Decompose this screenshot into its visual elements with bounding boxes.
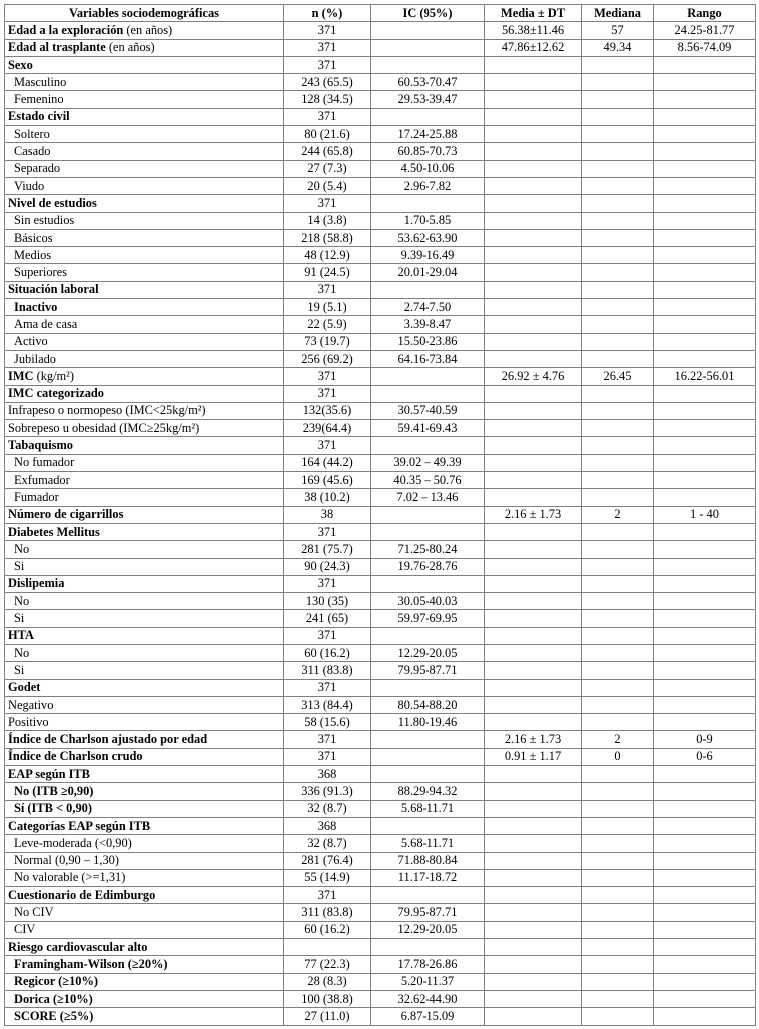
- row-ic: 5.68-11.71: [371, 835, 485, 852]
- header-ic: IC (95%): [371, 5, 485, 22]
- row-n: 32 (8.7): [284, 800, 371, 817]
- table-row: [5, 229, 756, 246]
- header-mediana: Mediana: [582, 5, 654, 22]
- row-ic: [371, 748, 485, 765]
- row-ic: 1.70-5.85: [371, 212, 485, 229]
- row-label: Riesgo cardiovascular alto: [5, 939, 284, 956]
- row-n: 239(64.4): [284, 420, 371, 437]
- row-n: 371: [284, 575, 371, 592]
- table-row: [5, 108, 756, 125]
- row-label: Cuestionario de Edimburgo: [5, 887, 284, 904]
- row-n: 371: [284, 22, 371, 39]
- row-n: 313 (84.4): [284, 696, 371, 713]
- row-label: Dorica (≥10%): [5, 990, 284, 1007]
- row-ic: 9.39-16.49: [371, 247, 485, 264]
- row-label: Básicos: [5, 229, 284, 246]
- row-label: Soltero: [5, 126, 284, 143]
- table-row: [5, 575, 756, 592]
- table-row: [5, 472, 756, 489]
- table-row: [5, 264, 756, 281]
- row-label: No valorable (>=1,31): [5, 869, 284, 886]
- row-ic: 20.01-29.04: [371, 264, 485, 281]
- row-n: 371: [284, 887, 371, 904]
- row-n: 80 (21.6): [284, 126, 371, 143]
- row-ic: 59.41-69.43: [371, 420, 485, 437]
- row-label: Jubilado: [5, 350, 284, 367]
- table-row: [5, 610, 756, 627]
- table-row: [5, 939, 756, 956]
- row-mediana: 49.34: [582, 39, 654, 56]
- row-ic: 7.02 – 13.46: [371, 489, 485, 506]
- row-ic: [371, 939, 485, 956]
- row-ic: 71.88-80.84: [371, 852, 485, 869]
- row-label: Sí (ITB < 0,90): [5, 800, 284, 817]
- row-ic: 60.53-70.47: [371, 74, 485, 91]
- row-n: 20 (5.4): [284, 177, 371, 194]
- table-row: [5, 22, 756, 39]
- row-ic: 2.96-7.82: [371, 177, 485, 194]
- table-row: [5, 990, 756, 1007]
- row-label: Si: [5, 558, 284, 575]
- table-row: [5, 973, 756, 990]
- row-n: 371: [284, 39, 371, 56]
- row-n: 371: [284, 56, 371, 73]
- row-ic: [371, 385, 485, 402]
- row-ic: 11.80-19.46: [371, 714, 485, 731]
- table-row: [5, 420, 756, 437]
- table-row: [5, 523, 756, 540]
- row-ic: 71.25-80.24: [371, 541, 485, 558]
- row-label: Masculino: [5, 74, 284, 91]
- row-ic: [371, 368, 485, 385]
- row-ic: [371, 281, 485, 298]
- row-n: 130 (35): [284, 593, 371, 610]
- row-label: Casado: [5, 143, 284, 160]
- row-ic: [371, 22, 485, 39]
- row-n: 27 (7.3): [284, 160, 371, 177]
- header-row: [5, 5, 756, 22]
- table-row: [5, 143, 756, 160]
- row-label: Categorías EAP según ITB: [5, 817, 284, 834]
- row-label: Femenino: [5, 91, 284, 108]
- table-row: [5, 783, 756, 800]
- row-n: 371: [284, 368, 371, 385]
- table-row: [5, 489, 756, 506]
- row-ic: [371, 766, 485, 783]
- table-row: [5, 91, 756, 108]
- row-ic: 59.97-69.95: [371, 610, 485, 627]
- row-n: 169 (45.6): [284, 472, 371, 489]
- table-row: [5, 299, 756, 316]
- row-n: 371: [284, 627, 371, 644]
- row-label: Sexo: [5, 56, 284, 73]
- row-ic: 3.39-8.47: [371, 316, 485, 333]
- row-label: Positivo: [5, 714, 284, 731]
- table-row: [5, 316, 756, 333]
- row-ic: 2.74-7.50: [371, 299, 485, 316]
- table-row: [5, 887, 756, 904]
- row-label: Fumador: [5, 489, 284, 506]
- row-label: Situación laboral: [5, 281, 284, 298]
- row-label: Si: [5, 662, 284, 679]
- row-label: Inactivo: [5, 299, 284, 316]
- row-ic: 80.54-88.20: [371, 696, 485, 713]
- row-n: 28 (8.3): [284, 973, 371, 990]
- table-row: [5, 956, 756, 973]
- row-ic: 17.78-26.86: [371, 956, 485, 973]
- row-n: 281 (76.4): [284, 852, 371, 869]
- table-row: [5, 212, 756, 229]
- row-n: 90 (24.3): [284, 558, 371, 575]
- table-row: [5, 368, 756, 385]
- table-row: [5, 766, 756, 783]
- table-row: [5, 800, 756, 817]
- row-rango: 0-6: [654, 748, 756, 765]
- row-n: 336 (91.3): [284, 783, 371, 800]
- row-label: Exfumador: [5, 472, 284, 489]
- table-row: [5, 696, 756, 713]
- row-ic: [371, 523, 485, 540]
- row-label: Normal (0,90 – 1,30): [5, 852, 284, 869]
- row-n: 55 (14.9): [284, 869, 371, 886]
- row-n: 371: [284, 281, 371, 298]
- table-row: [5, 541, 756, 558]
- row-n: 241 (65): [284, 610, 371, 627]
- row-media: 0.91 ± 1.17: [485, 748, 582, 765]
- table-row: [5, 39, 756, 56]
- row-n: 368: [284, 817, 371, 834]
- row-n: 58 (15.6): [284, 714, 371, 731]
- row-mediana: 26.45: [582, 368, 654, 385]
- row-ic: 6.87-15.09: [371, 1008, 485, 1025]
- row-ic: 32.62-44.90: [371, 990, 485, 1007]
- row-n: 128 (34.5): [284, 91, 371, 108]
- table-row: [5, 385, 756, 402]
- table-row: [5, 126, 756, 143]
- table-row: [5, 454, 756, 471]
- row-n: 371: [284, 108, 371, 125]
- row-ic: 64.16-73.84: [371, 350, 485, 367]
- row-mediana: 2: [582, 506, 654, 523]
- row-label: Leve-moderada (<0,90): [5, 835, 284, 852]
- row-ic: [371, 627, 485, 644]
- row-ic: [371, 679, 485, 696]
- row-mediana: 0: [582, 748, 654, 765]
- row-ic: [371, 108, 485, 125]
- row-label: Edad al trasplante (en años): [5, 39, 284, 56]
- row-n: 243 (65.5): [284, 74, 371, 91]
- table-row: [5, 679, 756, 696]
- table-row: [5, 593, 756, 610]
- row-ic: 5.20-11.37: [371, 973, 485, 990]
- table-row: [5, 333, 756, 350]
- table-row: [5, 74, 756, 91]
- row-rango: 24.25-81.77: [654, 22, 756, 39]
- row-label: Infrapeso o normopeso (IMC<25kg/m²): [5, 402, 284, 419]
- row-n: 38: [284, 506, 371, 523]
- row-label: Número de cigarrillos: [5, 506, 284, 523]
- row-ic: [371, 39, 485, 56]
- row-label: Medios: [5, 247, 284, 264]
- table-row: [5, 402, 756, 419]
- row-label: IMC categorizado: [5, 385, 284, 402]
- row-n: 371: [284, 437, 371, 454]
- row-label: Separado: [5, 160, 284, 177]
- row-ic: [371, 817, 485, 834]
- row-ic: 5.68-11.71: [371, 800, 485, 817]
- row-label: Diabetes Mellitus: [5, 523, 284, 540]
- row-label: Framingham-Wilson (≥20%): [5, 956, 284, 973]
- row-ic: 12.29-20.05: [371, 921, 485, 938]
- row-n: 38 (10.2): [284, 489, 371, 506]
- row-n: 371: [284, 195, 371, 212]
- table-row: [5, 56, 756, 73]
- row-n: 27 (11.0): [284, 1008, 371, 1025]
- row-label: Regicor (≥10%): [5, 973, 284, 990]
- row-media: 2.16 ± 1.73: [485, 731, 582, 748]
- row-ic: [371, 575, 485, 592]
- row-n: 371: [284, 679, 371, 696]
- row-ic: 88.29-94.32: [371, 783, 485, 800]
- row-ic: 79.95-87.71: [371, 904, 485, 921]
- row-label: No fumador: [5, 454, 284, 471]
- row-ic: [371, 56, 485, 73]
- table-row: [5, 835, 756, 852]
- row-n: 311 (83.8): [284, 662, 371, 679]
- table-row: [5, 350, 756, 367]
- row-n: 368: [284, 766, 371, 783]
- table-row: [5, 921, 756, 938]
- row-label: EAP según ITB: [5, 766, 284, 783]
- row-label: Estado civil: [5, 108, 284, 125]
- table-row: [5, 714, 756, 731]
- row-media: 56.38±11.46: [485, 22, 582, 39]
- row-ic: 60.85-70.73: [371, 143, 485, 160]
- row-label: Viudo: [5, 177, 284, 194]
- row-n: 60 (16.2): [284, 644, 371, 661]
- row-label: No CIV: [5, 904, 284, 921]
- row-ic: 79.95-87.71: [371, 662, 485, 679]
- row-n: 311 (83.8): [284, 904, 371, 921]
- row-media: 26.92 ± 4.76: [485, 368, 582, 385]
- sociodemographic-table: [4, 4, 756, 1026]
- row-label: Si: [5, 610, 284, 627]
- header-n: n (%): [284, 5, 371, 22]
- row-label: No: [5, 593, 284, 610]
- table-row: [5, 437, 756, 454]
- table-row: [5, 748, 756, 765]
- row-mediana: 57: [582, 22, 654, 39]
- header-media: Media ± DT: [485, 5, 582, 22]
- table-row: [5, 281, 756, 298]
- row-rango: 0-9: [654, 731, 756, 748]
- table-row: [5, 627, 756, 644]
- row-label: Dislipemia: [5, 575, 284, 592]
- row-n: 371: [284, 731, 371, 748]
- row-media: 47.86±12.62: [485, 39, 582, 56]
- row-rango: 16.22-56.01: [654, 368, 756, 385]
- table-row: [5, 160, 756, 177]
- row-n: 281 (75.7): [284, 541, 371, 558]
- row-n: 371: [284, 523, 371, 540]
- row-n: 256 (69.2): [284, 350, 371, 367]
- row-ic: [371, 887, 485, 904]
- row-ic: [371, 731, 485, 748]
- row-label: HTA: [5, 627, 284, 644]
- row-ic: 30.57-40.59: [371, 402, 485, 419]
- row-ic: 11.17-18.72: [371, 869, 485, 886]
- row-n: 371: [284, 385, 371, 402]
- row-ic: [371, 437, 485, 454]
- table-row: [5, 247, 756, 264]
- row-label: No (ITB ≥0,90): [5, 783, 284, 800]
- table-row: [5, 644, 756, 661]
- table-row: [5, 1008, 756, 1025]
- table-row: [5, 904, 756, 921]
- table-row: [5, 869, 756, 886]
- table-row: [5, 852, 756, 869]
- row-n: 371: [284, 748, 371, 765]
- row-label: IMC (kg/m²): [5, 368, 284, 385]
- row-n: 60 (16.2): [284, 921, 371, 938]
- row-n: 100 (38.8): [284, 990, 371, 1007]
- row-label: Godet: [5, 679, 284, 696]
- row-label: No: [5, 541, 284, 558]
- row-mediana: 2: [582, 731, 654, 748]
- row-ic: 39.02 – 49.39: [371, 454, 485, 471]
- row-n: [284, 939, 371, 956]
- row-rango: 8.56-74.09: [654, 39, 756, 56]
- row-label: Negativo: [5, 696, 284, 713]
- row-label: Nivel de estudios: [5, 195, 284, 212]
- row-label: Índice de Charlson crudo: [5, 748, 284, 765]
- row-rango: 1 - 40: [654, 506, 756, 523]
- row-n: 77 (22.3): [284, 956, 371, 973]
- row-n: 91 (24.5): [284, 264, 371, 281]
- row-n: 218 (58.8): [284, 229, 371, 246]
- row-label: Tabaquismo: [5, 437, 284, 454]
- row-label: Sin estudios: [5, 212, 284, 229]
- row-ic: 19.76-28.76: [371, 558, 485, 575]
- row-media: 2.16 ± 1.73: [485, 506, 582, 523]
- row-ic: 29.53-39.47: [371, 91, 485, 108]
- table-row: [5, 662, 756, 679]
- row-label: Activo: [5, 333, 284, 350]
- row-label: No: [5, 644, 284, 661]
- row-n: 32 (8.7): [284, 835, 371, 852]
- table-row: [5, 177, 756, 194]
- row-ic: 40.35 – 50.76: [371, 472, 485, 489]
- row-label: Ama de casa: [5, 316, 284, 333]
- row-n: 19 (5.1): [284, 299, 371, 316]
- row-label: Superiores: [5, 264, 284, 281]
- row-n: 22 (5.9): [284, 316, 371, 333]
- table-row: [5, 731, 756, 748]
- row-n: 164 (44.2): [284, 454, 371, 471]
- table-row: [5, 506, 756, 523]
- row-n: 132(35.6): [284, 402, 371, 419]
- row-ic: 4.50-10.06: [371, 160, 485, 177]
- row-ic: [371, 195, 485, 212]
- row-ic: 53.62-63.90: [371, 229, 485, 246]
- row-ic: 15.50-23.86: [371, 333, 485, 350]
- row-ic: 30.05-40.03: [371, 593, 485, 610]
- row-n: 14 (3.8): [284, 212, 371, 229]
- table-row: [5, 817, 756, 834]
- table-row: [5, 195, 756, 212]
- header-variable: Variables sociodemográficas: [5, 5, 284, 22]
- row-n: 48 (12.9): [284, 247, 371, 264]
- row-ic: 12.29-20.05: [371, 644, 485, 661]
- table-row: [5, 558, 756, 575]
- row-label: Edad a la exploración (en años): [5, 22, 284, 39]
- row-label: Sobrepeso u obesidad (IMC≥25kg/m²): [5, 420, 284, 437]
- header-rango: Rango: [654, 5, 756, 22]
- row-n: 73 (19.7): [284, 333, 371, 350]
- row-ic: 17.24-25.88: [371, 126, 485, 143]
- row-label: SCORE (≥5%): [5, 1008, 284, 1025]
- row-label: CIV: [5, 921, 284, 938]
- row-ic: [371, 506, 485, 523]
- row-label: Índice de Charlson ajustado por edad: [5, 731, 284, 748]
- row-n: 244 (65.8): [284, 143, 371, 160]
